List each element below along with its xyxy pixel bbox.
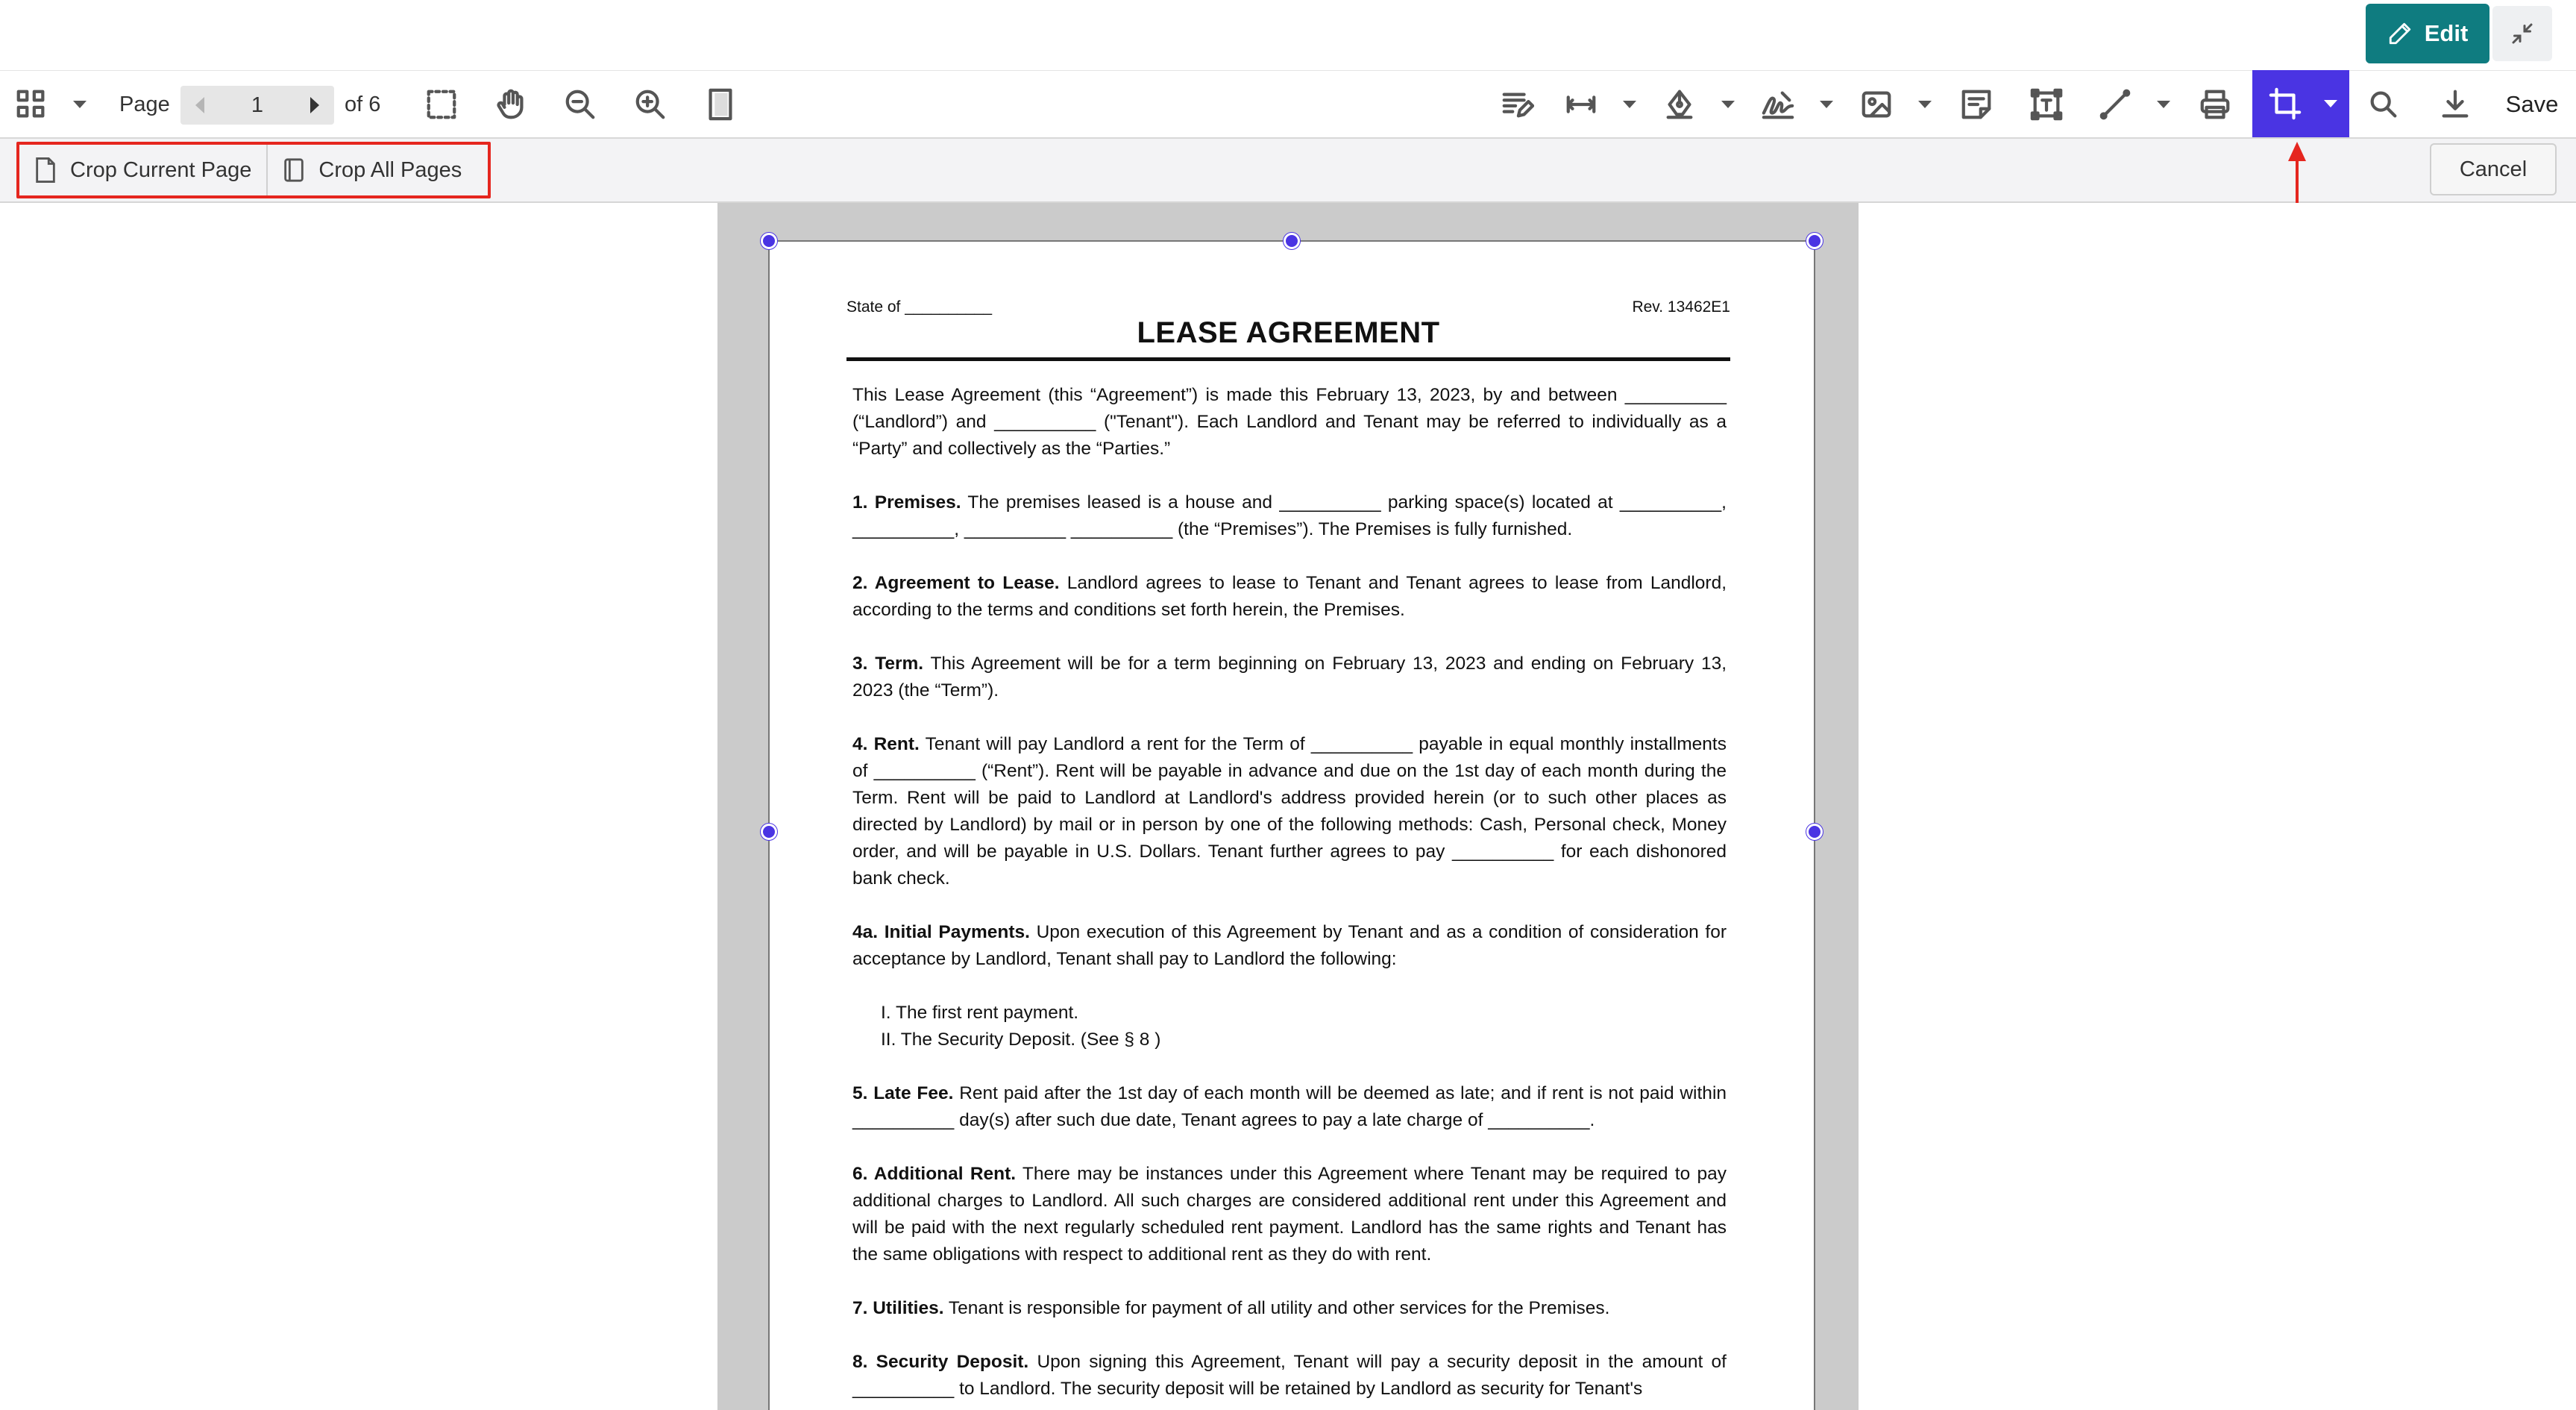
section-text: There may be instances under this Agreement where Tenant may be required to pay additional charges to Landlord. All such charges are considered additional rent under this Agreement and will be paid with the next regularly scheduled rent payment. Landlord has the same rights and Tenant has the same obligations with respect to additional rent as they do with rent. bbox=[852, 1164, 1727, 1265]
section-heading: 1. Premises. bbox=[852, 492, 961, 513]
section-agreement-to-lease bbox=[852, 570, 1727, 624]
section-text: Upon execution of this Agreement by Tenant and as a condition of consideration for acceptance by Landlord, Tenant shall pay to Landlord the following: bbox=[852, 922, 1727, 969]
edit-label: Edit bbox=[2424, 20, 2469, 46]
intro-paragraph: This Lease Agreement (this “Agreement”) is made this February 13, 2023, by and between __________ (“Landlord”) and __________ ("Tenant"). Each Landlord and Tenant may be referred to individually as a “Party” and collectively as the “Parties.” bbox=[852, 385, 1727, 459]
section-security-deposit bbox=[852, 1349, 1727, 1403]
section-heading: 7. Utilities. bbox=[852, 1298, 944, 1318]
pan-hand-icon bbox=[494, 87, 529, 122]
section-heading: 6. Additional Rent. bbox=[852, 1164, 1017, 1184]
edit-button[interactable] bbox=[2366, 4, 2489, 63]
selection-tool[interactable] bbox=[419, 71, 464, 138]
signature-icon bbox=[1761, 87, 1795, 122]
signature-dropdown[interactable] bbox=[1815, 71, 1838, 138]
crop-tool-active[interactable] bbox=[2252, 70, 2349, 137]
section-text: Tenant is responsible for payment of all utility and other services for the Premises. bbox=[943, 1298, 1610, 1318]
section-heading: 4. Rent. bbox=[852, 734, 920, 754]
document-title: LEASE AGREEMENT bbox=[1137, 316, 1440, 349]
download-icon bbox=[2438, 87, 2472, 122]
line-icon bbox=[2098, 87, 2132, 122]
selection-icon bbox=[424, 87, 459, 122]
section-late-fee bbox=[852, 1080, 1727, 1134]
print-button[interactable] bbox=[2193, 71, 2237, 138]
section-text: Rent paid after the 1st day of each month will be deemed as late; and if rent is not paid within __________ day(s) after such due date, Tenant agrees to pay a late charge of __________. bbox=[852, 1083, 1727, 1130]
crop-options-bar bbox=[0, 139, 2576, 203]
image-icon bbox=[1859, 87, 1894, 122]
revision-number: Rev. 13462E1 bbox=[1632, 298, 1730, 316]
collapse-icon bbox=[2509, 20, 2536, 47]
title-rule bbox=[846, 357, 1730, 361]
list-item: II. The Security Deposit. (See § 8 ) bbox=[881, 1030, 1161, 1050]
section-text: Tenant will pay Landlord a rent for the Term of __________ payable in equal monthly installments of __________ (“Rent”). Rent will be payable in advance and due on the 1st day of each month during the Term. Rent will be paid to Landlord at Landlord's address provided herein (or to such other places as directed by Landlord) by mail or in person by one of the following methods: Cash, Personal check, Money order, and will be payable in U.S. Dollars. Tenant further agrees to pay __________ for each dishonored bank check. bbox=[852, 734, 1727, 889]
image-dropdown[interactable] bbox=[1914, 71, 1936, 138]
measure-icon bbox=[1564, 87, 1598, 122]
signature-tool[interactable] bbox=[1756, 71, 1800, 138]
section-premises bbox=[852, 489, 1727, 543]
section-rent bbox=[852, 731, 1727, 892]
ink-dropdown[interactable] bbox=[1717, 71, 1739, 138]
document-content bbox=[846, 298, 1730, 1399]
sticky-note-icon bbox=[1959, 87, 1994, 122]
top-bar bbox=[0, 0, 2576, 70]
redaction-icon bbox=[1500, 87, 1534, 122]
section-initial-payments bbox=[852, 919, 1727, 973]
next-page-button[interactable] bbox=[295, 86, 334, 125]
crop-current-page-label: Crop Current Page bbox=[70, 157, 252, 182]
crop-handle-top-left[interactable] bbox=[761, 233, 777, 249]
image-tool[interactable] bbox=[1854, 71, 1899, 138]
line-tool[interactable] bbox=[2093, 71, 2137, 138]
list-item: I. The first rent payment. bbox=[881, 1003, 1079, 1023]
page-icon bbox=[34, 157, 57, 183]
zoom-out-button[interactable] bbox=[558, 71, 603, 138]
measure-dropdown[interactable] bbox=[1618, 71, 1641, 138]
search-button[interactable] bbox=[2361, 71, 2406, 138]
crop-dropdown[interactable] bbox=[2319, 70, 2342, 137]
page-total: of 6 bbox=[345, 93, 381, 116]
print-icon bbox=[2198, 87, 2232, 122]
page-number-input[interactable] bbox=[221, 86, 294, 125]
fit-page-button[interactable] bbox=[698, 71, 743, 138]
text-box-icon bbox=[2029, 87, 2064, 122]
thumbnails-dropdown[interactable] bbox=[69, 71, 91, 138]
search-icon bbox=[2366, 87, 2401, 122]
sticky-note-tool[interactable] bbox=[1954, 71, 1999, 138]
document-body bbox=[852, 382, 1727, 1410]
section-text: This Agreement will be for a term beginning on February 13, 2023 and ending on February 13, 2023 (the “Term”). bbox=[852, 654, 1727, 701]
crop-icon bbox=[2268, 87, 2302, 121]
zoom-out-icon bbox=[563, 87, 597, 122]
crop-handle-top-right[interactable] bbox=[1806, 233, 1823, 249]
download-button[interactable] bbox=[2433, 71, 2478, 138]
section-additional-rent bbox=[852, 1161, 1727, 1268]
collapse-button[interactable] bbox=[2492, 6, 2552, 61]
crop-button[interactable] bbox=[2261, 70, 2309, 137]
crop-handle-top-center[interactable] bbox=[1284, 233, 1300, 249]
page-navigator bbox=[180, 86, 334, 125]
section-heading: 2. Agreement to Lease. bbox=[852, 573, 1060, 593]
zoom-in-icon bbox=[633, 87, 667, 122]
pages-icon bbox=[283, 157, 305, 183]
crop-current-page-button[interactable] bbox=[19, 145, 266, 195]
pencil-icon bbox=[2387, 21, 2413, 46]
cancel-button[interactable]: Cancel bbox=[2430, 143, 2557, 195]
section-heading: 3. Term. bbox=[852, 654, 924, 674]
ink-tool[interactable] bbox=[1657, 71, 1702, 138]
section-text: Landlord agrees to lease to Tenant and Tenant agrees to lease from Landlord, according to the terms and conditions set forth herein, the Premises. bbox=[852, 573, 1727, 620]
main-toolbar bbox=[0, 70, 2576, 139]
fit-page-icon bbox=[703, 87, 738, 122]
section-heading: 4a. Initial Payments. bbox=[852, 922, 1030, 942]
pan-tool[interactable] bbox=[489, 71, 534, 138]
redaction-tool[interactable] bbox=[1495, 71, 1539, 138]
section-utilities bbox=[852, 1295, 1727, 1322]
line-dropdown[interactable] bbox=[2152, 71, 2175, 138]
crop-handle-middle-left[interactable] bbox=[761, 824, 777, 840]
previous-page-button[interactable] bbox=[180, 86, 219, 125]
crop-all-pages-label: Crop All Pages bbox=[318, 157, 462, 182]
section-heading: 8. Security Deposit. bbox=[852, 1352, 1029, 1372]
section-text: Upon signing this Agreement, Tenant will pay a security deposit in the amount of __________ to Landlord. The security deposit will be retained by Landlord as security for Tenant's bbox=[852, 1352, 1727, 1399]
section-heading: 5. Late Fee. bbox=[852, 1083, 954, 1103]
section-text: The premises leased is a house and __________ parking space(s) located at __________, __________, __________ __________ (the “Premises”). The Premises is fully furnished. bbox=[852, 492, 1727, 539]
crop-all-pages-button[interactable] bbox=[266, 145, 477, 195]
text-box-tool[interactable] bbox=[2024, 71, 2069, 138]
crop-handle-middle-right[interactable] bbox=[1806, 824, 1823, 840]
measure-tool[interactable] bbox=[1559, 71, 1603, 138]
document-header bbox=[846, 298, 1730, 352]
document-viewer[interactable] bbox=[0, 203, 2576, 1410]
save-button[interactable]: Save bbox=[2505, 91, 2559, 117]
thumbnails-button[interactable] bbox=[10, 71, 52, 138]
page-label: Page bbox=[119, 93, 170, 116]
section-term bbox=[852, 651, 1727, 704]
ink-pen-icon bbox=[1662, 87, 1697, 122]
state-line: State of __________ bbox=[846, 298, 993, 316]
thumbnails-icon bbox=[14, 87, 48, 122]
zoom-in-button[interactable] bbox=[628, 71, 673, 138]
crop-options-highlight bbox=[16, 142, 491, 198]
initial-payments-list bbox=[852, 1000, 1727, 1053]
